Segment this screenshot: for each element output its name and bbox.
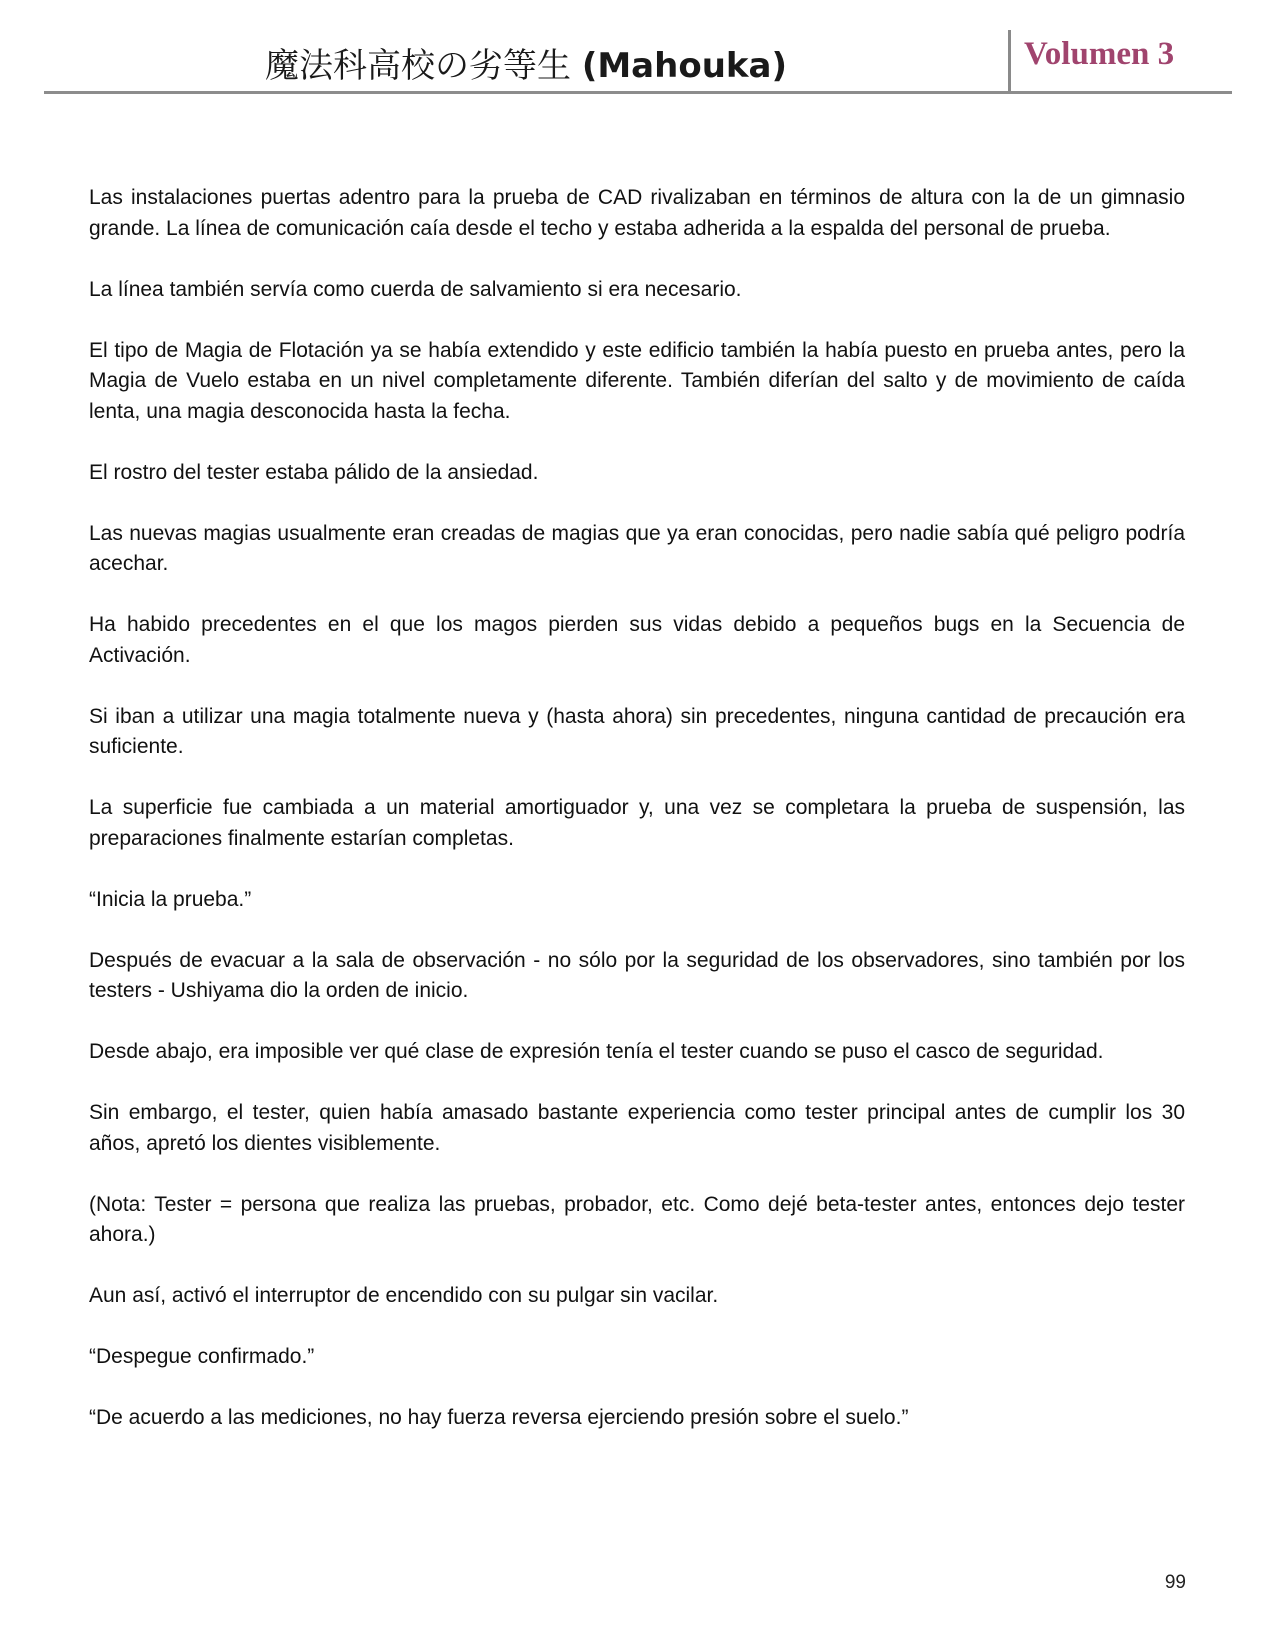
paragraph: “De acuerdo a las mediciones, no hay fuerza reversa ejerciendo presión sobre el suelo.” [89, 1406, 909, 1429]
header-rule [44, 91, 1232, 94]
paragraph: La superficie fue cambiada a un material amortiguador y, una vez se completara la prueba de suspensión, las preparaciones finalmente estarían completas. [89, 796, 1185, 850]
paragraph: Las nuevas magias usualmente eran creadas de magias que ya eran conocidas, pero nadie sabía qué peligro podría acechar. [89, 521, 1185, 575]
paragraph: (Nota: Tester = persona que realiza las pruebas, probador, etc. Como dejé beta-tester antes, entonces dejo tester ahora.) [89, 1192, 1185, 1246]
paragraph: Sin embargo, el tester, quien había amasado bastante experiencia como tester principal antes de cumplir los 30 años, apretó los dientes visiblemente. [89, 1101, 1185, 1155]
paragraph: Ha habido precedentes en el que los magos pierden sus vidas debido a pequeños bugs en la Secuencia de Activación. [89, 613, 1185, 667]
book-title-japanese: 魔法科高校の劣等生 [265, 46, 571, 86]
paragraph: Aun así, activó el interruptor de encendido con su pulgar sin vacilar. [89, 1284, 719, 1307]
paragraph: Las instalaciones puertas adentro para la prueba de CAD rivalizaban en términos de altura con la de un gimnasio grande. La línea de comunicación caía desde el techo y estaba adherida a la espalda del personal de prueba. [89, 186, 1185, 240]
paragraph: Si iban a utilizar una magia totalmente nueva y (hasta ahora) sin precedentes, ninguna cantidad de precaución era suficiente. [89, 704, 1185, 758]
book-title [44, 38, 1008, 87]
paragraph: “Inicia la prueba.” [89, 887, 252, 911]
page-number: 99 [1164, 1572, 1186, 1593]
header-divider [1008, 30, 1011, 92]
paragraph: Después de evacuar a la sala de observación - no sólo por la seguridad de los observadores, sino también por los testers - Ushiyama dio la orden de inicio. [89, 948, 1185, 1002]
volume-label: Volumen 3 [1024, 36, 1175, 72]
paragraph: “Despegue confirmado.” [89, 1345, 315, 1368]
paragraph: El rostro del tester estaba pálido de la ansiedad. [89, 460, 539, 484]
book-title-latin: (Mahouka) [581, 46, 787, 86]
paragraph: Desde abajo, era imposible ver qué clase de expresión tenía el tester cuando se puso el casco de seguridad. [89, 1040, 1104, 1063]
paragraph: El tipo de Magia de Flotación ya se había extendido y este edificio también la había puesto en prueba antes, pero la Magia de Vuelo estaba en un nivel completamente diferente. También diferían del salto y de movimiento de caída lenta, una magia desconocida hasta la fecha. [89, 338, 1185, 423]
paragraph: La línea también servía como cuerda de salvamiento si era necesario. [89, 277, 742, 301]
page-body [89, 183, 1185, 1464]
page-header [44, 28, 1232, 92]
